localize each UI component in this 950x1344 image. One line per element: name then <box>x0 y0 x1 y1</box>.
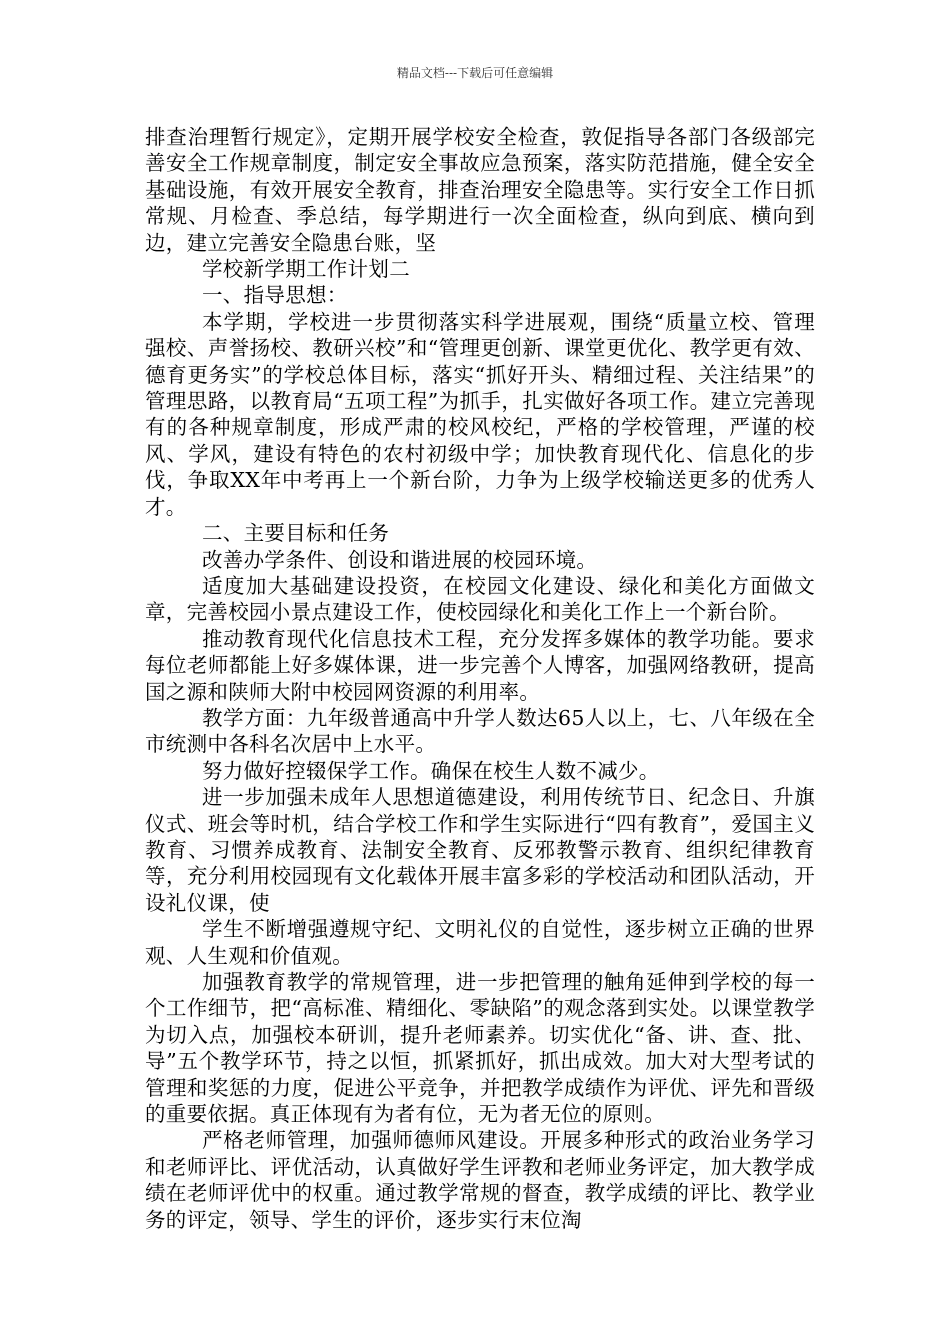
paragraph: 改善办学条件、创设和谐进展的校园环境。 <box>202 547 598 572</box>
paragraph: 排查治理暂行规定》，定期开展学校安全检查，敦促指导各部门各级部完善安全工作规章制度，制定安全事故应急预案，落实防范措施，健全安全基础设施，有效开展安全教育，排查治理安全隐患等。实行安全工作日抓常规、月检查、季总结，每学期进行一次全面检查，纵向到底、横向到边，建立完善安全隐患台账，坚 <box>145 125 815 255</box>
paragraph: 学生不断增强遵规守纪、文明礼仪的自觉性，逐步树立正确的世界观、人生观和价值观。 <box>145 917 815 968</box>
paragraph: 本学期，学校进一步贯彻落实科学进展观，围绕“质量立校、管理强校、声誉扬校、教研兴校”和“管理更创新、课堂更优化、教学更有效、德育更务实”的学校总体目标，落实“抓好开头、精细过程、关注结果”的管理思路，以教育局“五项工程”为抓手，扎实做好各项工作。建立完善现有的各种规章制度，形成严肃的校风校纪，严格的学校管理，严谨的校风、学风，建设有特色的农村初级中学；加快教育现代化、信息化的步伐，争取XX年中考再上一个新台阶，力争为上级学校输送更多的优秀人才。 <box>145 309 815 519</box>
paragraph: 努力做好控辍保学工作。确保在校生人数不减少。 <box>202 758 660 783</box>
paragraph: 教学方面：九年级普通高中升学人数达65人以上，七、八年级在全市统测中各科名次居中上水平。 <box>145 705 815 757</box>
document-body <box>145 124 815 1233</box>
section-heading: 一、指导思想： <box>202 283 348 308</box>
paragraph: 推动教育现代化信息技术工程，充分发挥多媒体的教学功能。要求每位老师都能上好多媒体课，进一步完善个人博客，加强网络教研，提高国之源和陕师大附中校园网资源的利用率。 <box>145 626 815 704</box>
page-header: 精品文档---下载后可任意编辑 <box>396 66 554 80</box>
paragraph: 进一步加强未成年人思想道德建设，利用传统节日、纪念日、升旗仪式、班会等时机，结合学校工作和学生实际进行“四有教育”，爱国主义教育、习惯养成教育、法制安全教育、反邪教警示教育、组织纪律教育等，充分利用校园现有文化载体开展丰富多彩的学校活动和团队活动，开设礼仪课，使 <box>145 785 815 915</box>
paragraph: 加强教育教学的常规管理，进一步把管理的触角延伸到学校的每一个工作细节，把“高标准、精细化、零缺陷”的观念落到实处。以课堂教学为切入点，加强校本研训，提升老师素养。切实优化“备、讲、查、批、导”五个教学环节，持之以恒，抓紧抓好，抓出成效。加大对大型考试的管理和奖惩的力度，促进公平竞争，并把教学成绩作为评优、评先和晋级的重要依据。真正体现有为者有位，无为者无位的原则。 <box>145 970 815 1127</box>
paragraph: 严格老师管理，加强师德师风建设。开展多种形式的政治业务学习和老师评比、评优活动，认真做好学生评教和老师业务评定，加大教学成绩在老师评优中的权重。通过教学常规的督查，教学成绩的评比、教学业务的评定，领导、学生的评价，逐步实行末位淘 <box>145 1128 815 1232</box>
paragraph: 适度加大基础建设投资，在校园文化建设、绿化和美化方面做文章，完善校园小景点建设工作，使校园绿化和美化工作上一个新台阶。 <box>145 573 815 625</box>
section-heading: 二、主要目标和任务 <box>202 521 390 546</box>
section-title: 学校新学期工作计划二 <box>202 257 410 282</box>
